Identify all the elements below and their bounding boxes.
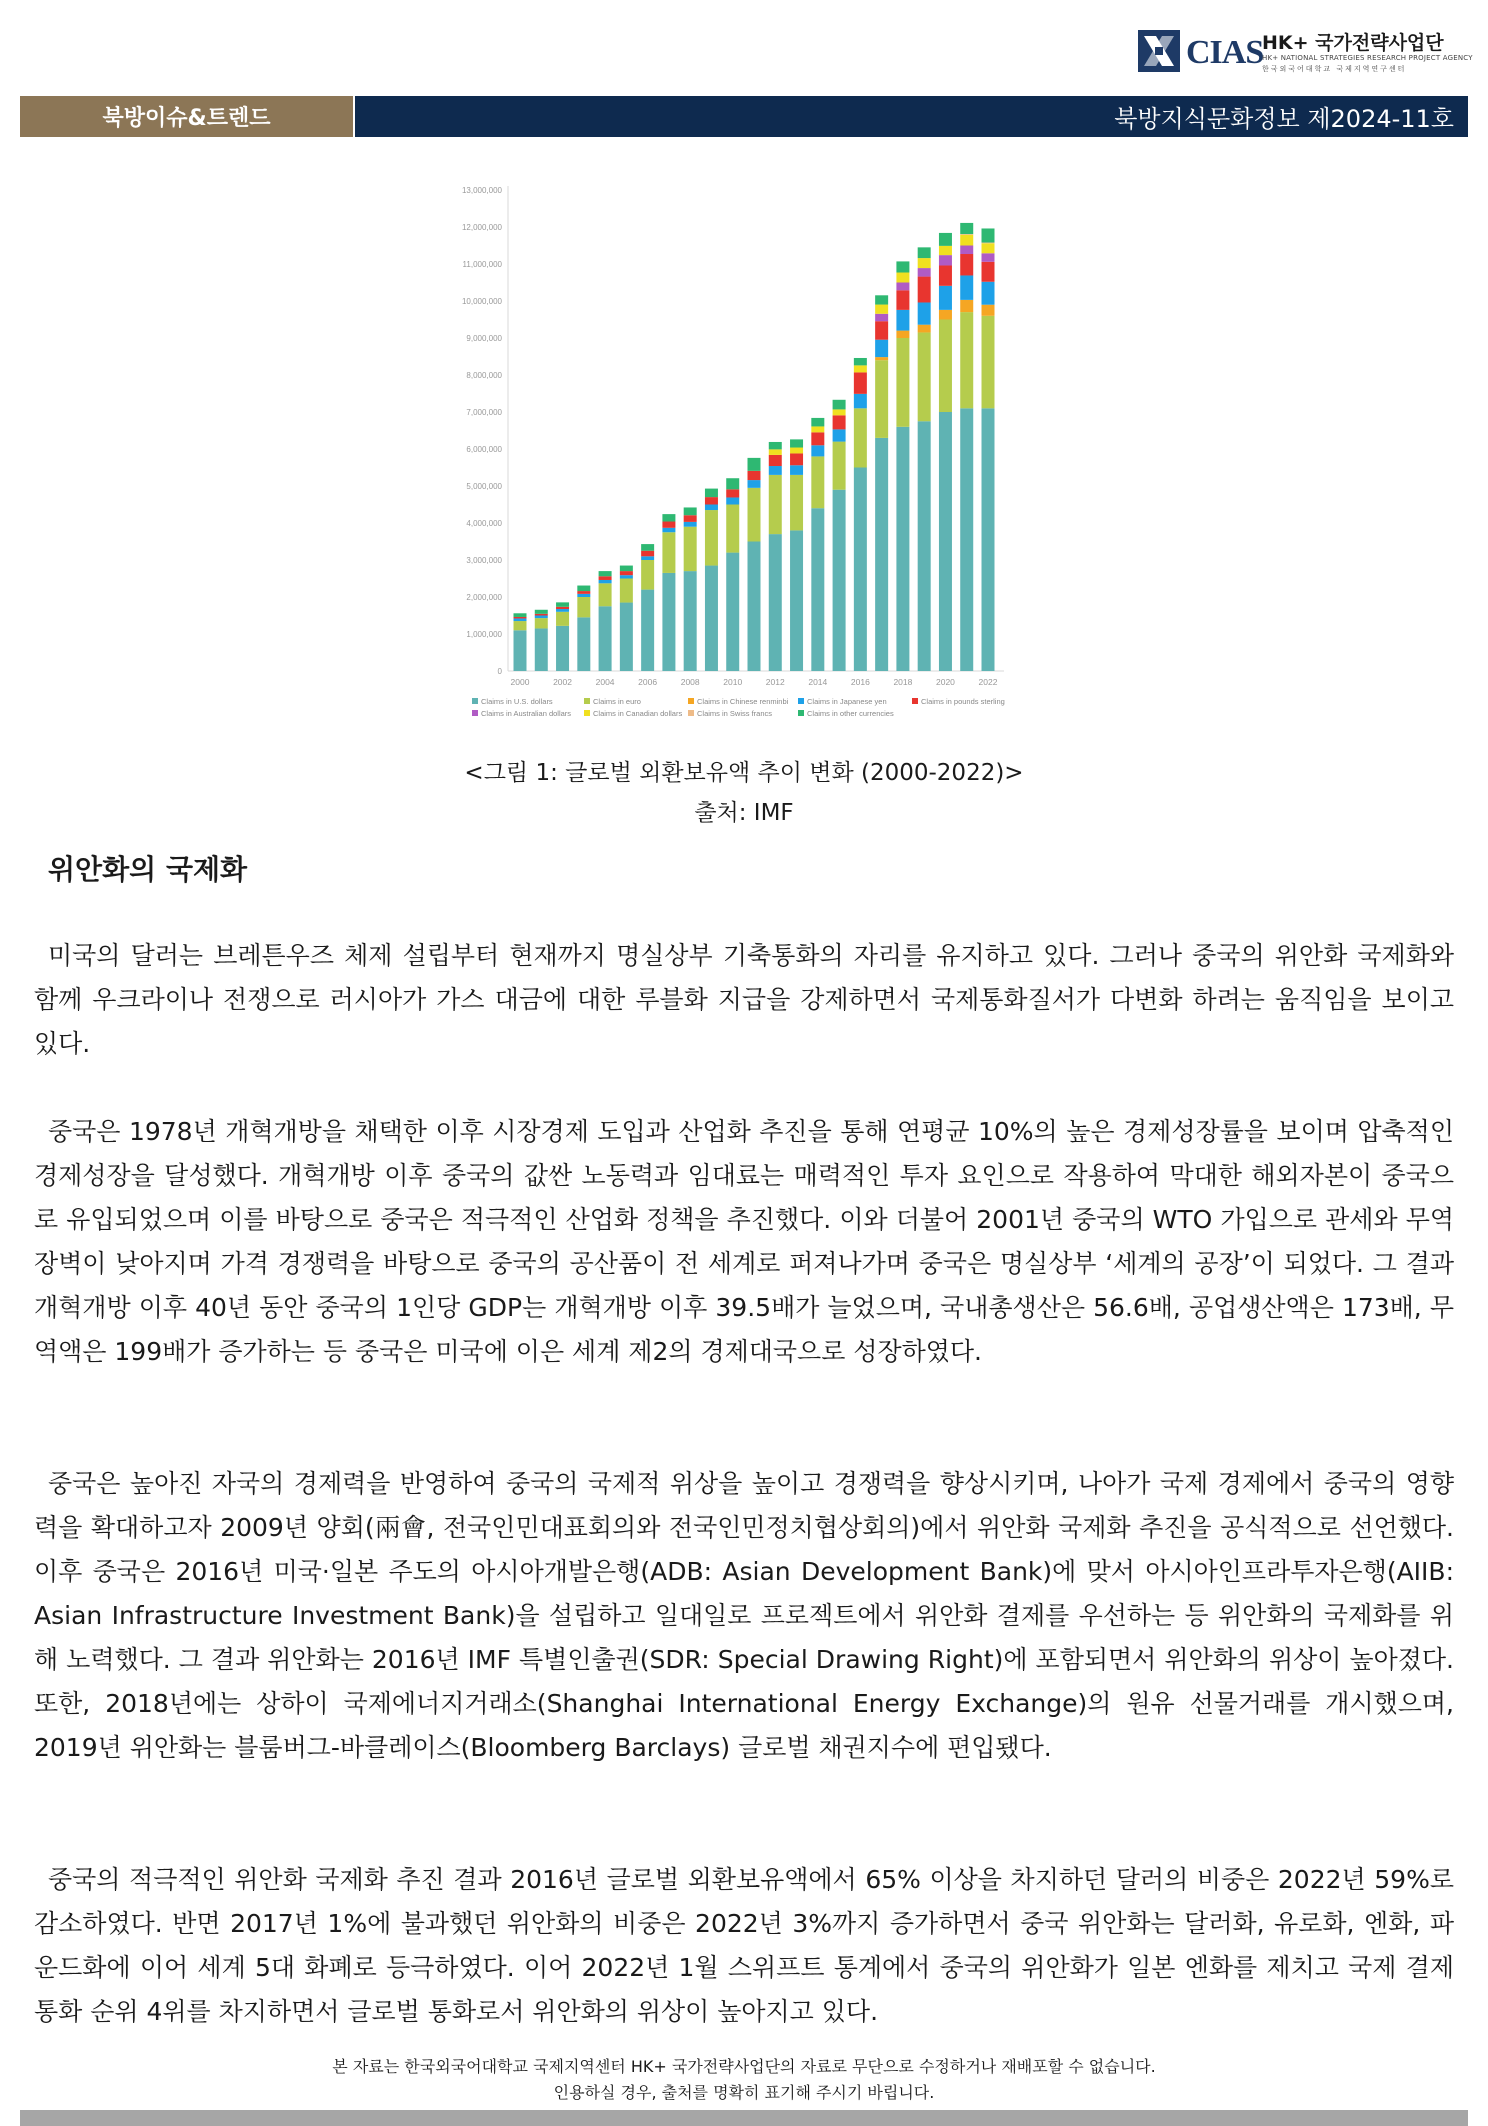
bar-segment bbox=[641, 544, 654, 551]
footer-bar bbox=[20, 2110, 1468, 2126]
bar-segment bbox=[684, 522, 697, 527]
bar-segment bbox=[790, 453, 803, 465]
section-title: 위안화의 국제화 bbox=[48, 853, 248, 886]
bar-segment bbox=[982, 253, 995, 262]
legend-swatch bbox=[688, 710, 694, 716]
bar-segment bbox=[854, 408, 867, 467]
bar-segment bbox=[875, 438, 888, 671]
bar-segment bbox=[790, 530, 803, 671]
y-tick-label: 9,000,000 bbox=[466, 334, 502, 343]
bar-segment bbox=[960, 235, 973, 246]
bar-segment bbox=[918, 421, 931, 671]
footer-notice: 본 자료는 한국외국어대학교 국제지역센터 HK+ 국가전략사업단의 자료로 무단으로 수정하거나 재배포할 수 없습니다. bbox=[332, 2057, 1156, 2076]
bar-segment bbox=[918, 302, 931, 324]
bar-segment bbox=[684, 571, 697, 671]
bar-segment bbox=[875, 314, 888, 321]
legend-swatch bbox=[688, 698, 694, 704]
bar-segment bbox=[896, 290, 909, 310]
bar-segment bbox=[875, 295, 888, 304]
bar-segment bbox=[960, 300, 973, 312]
bar-segment bbox=[982, 228, 995, 242]
bar-segment bbox=[896, 283, 909, 291]
y-tick-label: 0 bbox=[497, 667, 502, 676]
bar-segment bbox=[918, 325, 931, 333]
chart-legend bbox=[472, 697, 1005, 718]
figure-source: 출처: IMF bbox=[694, 800, 794, 826]
bar-segment bbox=[982, 305, 995, 316]
bar-segment bbox=[577, 617, 590, 671]
bar-segment bbox=[599, 583, 612, 606]
bar-segment bbox=[641, 551, 654, 557]
bar-segment bbox=[790, 475, 803, 531]
bar-segment bbox=[535, 616, 548, 619]
bar-segment bbox=[599, 580, 612, 583]
bar-segment bbox=[620, 603, 633, 671]
bar-segment bbox=[982, 262, 995, 282]
bar-segment bbox=[833, 442, 846, 490]
bar-segment bbox=[620, 566, 633, 572]
bar-segment bbox=[748, 480, 761, 488]
bar-segment bbox=[620, 571, 633, 575]
reserves-stacked-bar-chart bbox=[452, 180, 1012, 730]
y-tick-label: 7,000,000 bbox=[466, 408, 502, 417]
bar-segment bbox=[833, 490, 846, 671]
bar-segment bbox=[514, 621, 527, 630]
legend-label: Claims in Canadian dollars bbox=[593, 709, 683, 718]
bar-segment bbox=[896, 338, 909, 427]
chart-y-tick-labels bbox=[462, 186, 503, 676]
bar-segment bbox=[790, 448, 803, 454]
x-tick-label: 2006 bbox=[638, 677, 658, 687]
bar-segment bbox=[620, 575, 633, 578]
bar-segment bbox=[662, 573, 675, 671]
paragraph-4: 중국의 적극적인 위안화 국제화 추진 결과 2016년 글로벌 외환보유액에서 65% 이상을 차지하던 달러의 비중은 2022년 59%로 감소하였다. 반면 2017년 1%에 불과했던 위안화의 비중은 2022년 3%까지 증가하면서 중국 위안화는 달러화, 유로화, 엔화, 파운드화에 이어 세계 5대 화폐로 등극하였다. 이어 2022년 1월 스위프트 통계에서 중국의 위안화가 일본 엔화를 제치고 국제 결제 통화 순위 4위를 차지하면서 글로벌 통화로서 위안화의 위상이 높아지고 있다. bbox=[34, 1865, 1454, 2026]
bar-segment bbox=[599, 571, 612, 576]
legend-swatch bbox=[798, 698, 804, 704]
bar-segment bbox=[684, 507, 697, 515]
bar-segment bbox=[726, 553, 739, 671]
bar-segment bbox=[705, 505, 718, 511]
bar-segment bbox=[918, 268, 931, 277]
legend-swatch bbox=[584, 698, 590, 704]
bar-segment bbox=[939, 320, 952, 413]
bar-segment bbox=[769, 455, 782, 466]
bar-segment bbox=[854, 468, 867, 672]
bar-segment bbox=[811, 508, 824, 671]
bar-segment bbox=[896, 273, 909, 283]
bar-segment bbox=[918, 277, 931, 303]
y-tick-label: 13,000,000 bbox=[461, 186, 502, 195]
bar-segment bbox=[918, 258, 931, 268]
bar-segment bbox=[726, 505, 739, 553]
bar-segment bbox=[939, 286, 952, 310]
x-tick-label: 2016 bbox=[850, 677, 870, 687]
bar-segment bbox=[960, 246, 973, 255]
bar-segment bbox=[662, 514, 675, 521]
bar-segment bbox=[769, 442, 782, 449]
bar-segment bbox=[960, 234, 973, 235]
bar-segment bbox=[599, 576, 612, 580]
bar-segment bbox=[939, 255, 952, 265]
bar-segment bbox=[535, 610, 548, 614]
x-tick-label: 2012 bbox=[765, 677, 785, 687]
bar-segment bbox=[875, 360, 888, 438]
bar-segment bbox=[960, 312, 973, 408]
bar-segment bbox=[896, 427, 909, 671]
bar-segment bbox=[726, 489, 739, 497]
issue-label: 북방지식문화정보 제2024-11호 bbox=[355, 96, 1468, 137]
bar-segment bbox=[939, 412, 952, 671]
bar-segment bbox=[641, 556, 654, 560]
bar-segment bbox=[960, 223, 973, 234]
bar-segment bbox=[811, 445, 824, 456]
cias-logo bbox=[1136, 28, 1473, 78]
paragraph-3: 중국은 높아진 자국의 경제력을 반영하여 중국의 국제적 위상을 높이고 경쟁력을 향상시키며, 나아가 국제 경제에서 중국의 영향력을 확대하고자 2009년 양회(兩會, 전국인민대표회의와 전국인민정치협상회의)에서 위안화 국제화 추진을 공식적으로 선언했다. 이후 중국은 2016년 미국·일본 주도의 아시아개발은행(ADB: Asian Development Bank)에 맞서 아시아인프라투자은행(AIIB: Asian Infrastructure Investment Bank)을 설립하고 일대일로 프로젝트에서 위안화 결제를 우선하는 등 위안화의 국제화를 위해 노력했다. 그 결과 위안화는 2016년 IMF 특별인출권(SDR: Special Drawing Right)에 포함되면서 위안화의 위상이 높아졌다. 또한, 2018년에는 상하이 국제에너지거래소(Shanghai International Energy Exchange)의 원유 선물거래를 개시했으며, 2019년 위안화는 블룸버그-바클레이스(Bloomberg Barclays) 글로벌 채권지수에 편입됐다. bbox=[34, 1469, 1454, 1762]
legend-label: Claims in other currencies bbox=[807, 709, 894, 718]
logo-subtitle-en: HK+ NATIONAL STRATEGIES RESEARCH PROJECT AGENCY bbox=[1262, 54, 1473, 62]
bar-segment bbox=[875, 305, 888, 314]
bar-segment bbox=[556, 602, 569, 606]
bar-segment bbox=[918, 332, 931, 421]
bar-segment bbox=[769, 534, 782, 671]
bar-segment bbox=[514, 630, 527, 671]
bar-segment bbox=[918, 247, 931, 258]
bar-segment bbox=[577, 591, 590, 594]
bar-segment bbox=[535, 628, 548, 671]
bar-segment bbox=[960, 275, 973, 299]
x-tick-label: 2010 bbox=[723, 677, 743, 687]
bar-segment bbox=[875, 321, 888, 340]
logo-cias-text: CIAS bbox=[1186, 34, 1264, 71]
bar-segment bbox=[556, 626, 569, 671]
bar-segment bbox=[833, 415, 846, 429]
cias-logo-icon bbox=[1136, 28, 1182, 74]
y-tick-label: 4,000,000 bbox=[466, 519, 502, 528]
legend-swatch bbox=[584, 710, 590, 716]
bar-segment bbox=[684, 515, 697, 522]
bar-segment bbox=[577, 586, 590, 592]
legend-label: Claims in pounds sterling bbox=[921, 697, 1005, 706]
bar-segment bbox=[896, 331, 909, 338]
x-tick-label: 2014 bbox=[808, 677, 828, 687]
bar-segment bbox=[641, 590, 654, 671]
bar-segment bbox=[939, 310, 952, 320]
bar-segment bbox=[726, 497, 739, 504]
bar-segment bbox=[833, 429, 846, 441]
bar-segment bbox=[982, 282, 995, 305]
bar-segment bbox=[769, 466, 782, 475]
bar-segment bbox=[748, 471, 761, 480]
bar-segment bbox=[662, 522, 675, 528]
bar-segment bbox=[982, 408, 995, 671]
y-tick-label: 3,000,000 bbox=[466, 556, 502, 565]
x-tick-label: 2018 bbox=[893, 677, 913, 687]
logo-title: HK+ 국가전략사업단 bbox=[1262, 32, 1444, 54]
logo-subtitle-ko: 한국외국어대학교 국제지역연구센터 bbox=[1262, 65, 1407, 73]
bar-segment bbox=[875, 357, 888, 360]
bar-segment bbox=[939, 265, 952, 285]
bar-segment bbox=[769, 449, 782, 455]
legend-label: Claims in U.S. dollars bbox=[481, 697, 553, 706]
bar-segment bbox=[769, 475, 782, 534]
y-tick-label: 8,000,000 bbox=[466, 371, 502, 380]
bar-segment bbox=[514, 617, 527, 618]
x-tick-label: 2004 bbox=[595, 677, 615, 687]
y-tick-label: 1,000,000 bbox=[466, 630, 502, 639]
paragraph-1: 미국의 달러는 브레튼우즈 체제 설립부터 현재까지 명실상부 기축통화의 자리를 유지하고 있다. 그러나 중국의 위안화 국제화와 함께 우크라이나 전쟁으로 러시아가 가스 대금에 대한 루블화 지급을 강제하면서 국제통화질서가 다변화 하려는 움직임을 보이고 있다. bbox=[34, 941, 1454, 1058]
bar-segment bbox=[556, 609, 569, 612]
bar-segment bbox=[982, 243, 995, 244]
bar-segment bbox=[939, 246, 952, 255]
bar-segment bbox=[705, 497, 718, 504]
bar-segment bbox=[811, 432, 824, 445]
bar-segment bbox=[896, 261, 909, 272]
header-band bbox=[20, 96, 1468, 137]
bar-segment bbox=[854, 372, 867, 393]
bar-segment bbox=[705, 489, 718, 498]
y-tick-label: 11,000,000 bbox=[462, 260, 502, 269]
bar-segment bbox=[896, 310, 909, 331]
chart-bars bbox=[514, 223, 995, 671]
footer-citation: 인용하실 경우, 출처를 명확히 표기해 주시기 바립니다. bbox=[553, 2083, 935, 2102]
bar-segment bbox=[514, 618, 527, 621]
bar-segment bbox=[556, 607, 569, 609]
section-label: 북방이슈&트렌드 bbox=[20, 96, 353, 137]
bar-segment bbox=[854, 394, 867, 408]
bar-segment bbox=[748, 542, 761, 672]
legend-swatch bbox=[472, 698, 478, 704]
bar-segment bbox=[811, 426, 824, 432]
bar-segment bbox=[982, 316, 995, 409]
bar-segment bbox=[620, 579, 633, 603]
legend-label: Claims in Chinese renminbi bbox=[697, 697, 789, 706]
bar-segment bbox=[577, 597, 590, 617]
bar-segment bbox=[875, 340, 888, 357]
x-tick-label: 2008 bbox=[680, 677, 700, 687]
figure-caption: <그림 1: 글로벌 외환보유액 추이 변화 (2000-2022)> bbox=[464, 760, 1024, 786]
bar-segment bbox=[939, 233, 952, 246]
bar-segment bbox=[811, 418, 824, 427]
bar-segment bbox=[960, 254, 973, 275]
legend-swatch bbox=[798, 710, 804, 716]
bar-segment bbox=[662, 532, 675, 573]
bar-segment bbox=[705, 510, 718, 566]
bar-segment bbox=[833, 400, 846, 410]
bar-segment bbox=[748, 488, 761, 542]
legend-swatch bbox=[912, 698, 918, 704]
bar-segment bbox=[748, 458, 761, 471]
bar-segment bbox=[662, 528, 675, 532]
legend-label: Claims in Japanese yen bbox=[807, 697, 887, 706]
bar-segment bbox=[684, 527, 697, 571]
bar-segment bbox=[833, 409, 846, 415]
x-tick-label: 2002 bbox=[553, 677, 573, 687]
bar-segment bbox=[726, 478, 739, 489]
legend-label: Claims in euro bbox=[593, 697, 641, 706]
bar-segment bbox=[556, 612, 569, 626]
bar-segment bbox=[514, 613, 527, 617]
bar-segment bbox=[599, 606, 612, 671]
bar-segment bbox=[790, 465, 803, 475]
bar-segment bbox=[577, 594, 590, 597]
bar-segment bbox=[705, 566, 718, 671]
x-tick-label: 2000 bbox=[510, 677, 530, 687]
y-tick-label: 2,000,000 bbox=[466, 593, 502, 602]
legend-swatch bbox=[472, 710, 478, 716]
bar-segment bbox=[790, 439, 803, 447]
chart-x-tick-labels bbox=[511, 677, 998, 687]
paragraph-2: 중국은 1978년 개혁개방을 채택한 이후 시장경제 도입과 산업화 추진을 통해 연평균 10%의 높은 경제성장률을 보이며 압축적인 경제성장을 달성했다. 개혁개방 이후 중국의 값싼 노동력과 임대료는 매력적인 투자 요인으로 작용하여 막대한 해외자본이 중국으로 유입되었으며 이를 바탕으로 중국은 적극적인 산업화 정책을 추진했다. 이와 더불어 2001년 중국의 WTO 가입으로 관세와 무역장벽이 낮아지며 가격 경쟁력을 바탕으로 중국의 공산품이 전 세계로 퍼져나가며 중국은 명실상부 ‘세계의 공장’이 되었다. 그 결과 개혁개방 이후 40년 동안 중국의 1인당 GDP는 개혁개방 이후 39.5배가 늘었으며, 국내총생산은 56.6배, 공업생산액은 173배, 무역액은 199배가 증가하는 등 중국은 미국에 이은 세계 제2의 경제대국으로 성장하였다. bbox=[34, 1117, 1454, 1366]
bar-segment bbox=[535, 614, 548, 616]
y-tick-label: 10,000,000 bbox=[461, 297, 502, 306]
bar-segment bbox=[535, 618, 548, 628]
y-tick-label: 12,000,000 bbox=[461, 223, 502, 232]
bar-segment bbox=[854, 358, 867, 365]
y-tick-label: 6,000,000 bbox=[466, 445, 502, 454]
legend-label: Claims in Swiss francs bbox=[697, 709, 773, 718]
bar-segment bbox=[982, 243, 995, 253]
x-tick-label: 2022 bbox=[978, 677, 998, 687]
bar-segment bbox=[641, 560, 654, 590]
x-tick-label: 2020 bbox=[935, 677, 955, 687]
y-tick-label: 5,000,000 bbox=[466, 482, 502, 491]
legend-label: Claims in Australian dollars bbox=[481, 709, 572, 718]
bar-segment bbox=[960, 408, 973, 671]
bar-segment bbox=[854, 365, 867, 372]
bar-segment bbox=[811, 456, 824, 508]
